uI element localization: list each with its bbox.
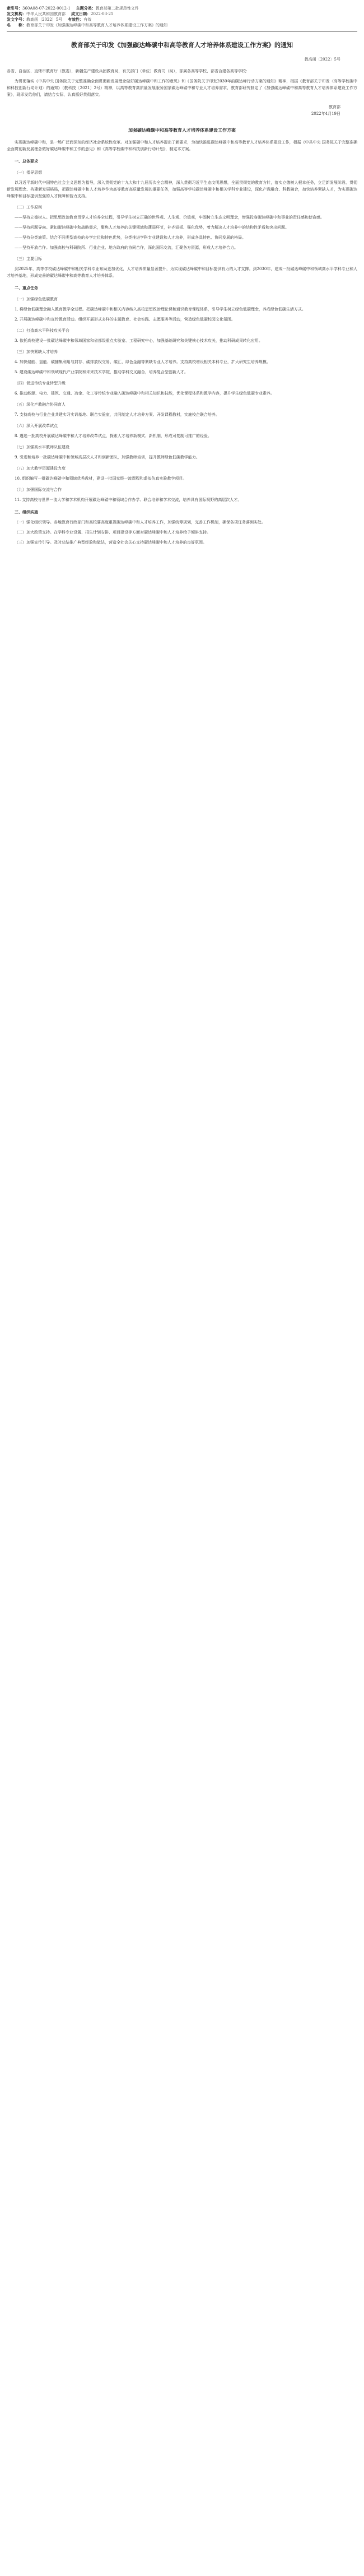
section-heading: 二、重点任务 [15,285,38,290]
subsection-heading: （二）打造高水平科技攻关平台 [15,328,69,333]
divider [7,31,357,32]
subsection-heading: （九）加强国际交流与合作 [15,488,62,492]
body-paragraph: 4. 加快储能、氢能、碳捕集利用与封存、碳排放权交易、碳汇、绿色金融等紧缺专业人才培养。支持高校增设相关本科专业，扩大研究生培养规模。 [15,360,270,364]
body-paragraph: （三）加强宣传引导。及时总结推广典型经验和做法，营造全社会关心支持碳达峰碳中和人才培养的良好氛围。 [15,540,207,545]
section-heading: 一、总体要求 [15,159,38,164]
sign-date: 2022年4月19日 [311,112,340,116]
subsection-heading: （五）深化产教融合协同育人 [15,402,66,407]
body-paragraph: 10. 组织编写一批碳达峰碳中和领域优秀教材，建设一批国家级一流课程和虚拟仿真实验教学项目。 [15,476,187,481]
subsection-heading: （八）加大教学资源建设力度 [15,466,66,471]
subsection-heading: （七）加强高水平教师队伍建设 [15,445,69,449]
meta-row [7,11,357,17]
body-paragraph: 6. 推动能源、电力、建筑、交通、冶金、化工等传统专业融入碳达峰碳中和相关知识和技能，优化课程体系和教学内容，提升学生绿色低碳专业素养。 [15,391,274,396]
body-paragraph: ——坚持开放合作。加强高校与科研院所、行业企业、地方政府的协同合作，深化国际交流，汇聚各方资源，形成人才培养合力。 [15,245,238,250]
body-paragraph: （一）强化组织领导。各地教育行政部门和高校要高度重视碳达峰碳中和人才培养工作，加强统筹规划，完善工作机制，确保各项任务落到实处。 [15,520,265,525]
meta-issuer: 发文机构：中华人民共和国教育部 [7,11,66,16]
body-paragraph: ——坚持问题导向。紧扣碳达峰碳中和战略需求，聚焦人才培养的关键领域和薄弱环节，补齐短板、强化优势，着力解决人才培养中的结构性矛盾和突出问题。 [15,225,289,230]
meta-validity: 有效性：有效 [68,17,92,22]
section-heading: 三、组织实施 [15,509,38,514]
intro-paragraph: 为贯彻落实《中共中央 国务院关于完整准确全面贯彻新发展理念做好碳达峰碳中和工作的意见》和《国务院关于印发2030年前碳达峰行动方案的通知》精神，根据《教育部关于印发〈高等学校碳中和科技创新行动计划〉的通知》（教科技〔2021〕2号）精神，以高等教育高质量发展服务国家碳达峰碳中和专业人才培养需求，教育部研究制定了《加强碳达峰碳中和高等教育人才培养体系建设工作方案》，现印发给你们，请结合实际，认真抓好贯彻落实。 [7,79,357,97]
meta-category: 主题分类：教育部第二批规范性文件 [76,6,139,11]
body-paragraph: 5. 建设碳达峰碳中和领域现代产业学院和未来技术学院，推动学科交叉融合，培养复合型创新人才。 [15,370,188,374]
subsection-heading: （六）深入开展改革试点 [15,424,58,428]
subsection-heading: （三）加快紧缺人才培养 [15,350,58,354]
meta-row [7,22,357,28]
sign-org: 教育部 [329,105,340,109]
body-paragraph: ——坚持立德树人。把思想政治教育贯穿人才培养全过程，引导学生树立正确的世界观、人生观、价值观，牢固树立生态文明理念，增强投身碳达峰碳中和事业的责任感和使命感。 [15,215,324,220]
attachment-body [7,139,357,546]
signature-block [7,104,340,117]
body-paragraph: 到2025年，高等学校碳达峰碳中和相关学科专业布局更加优化，人才培养质量显著提升，为实现碳达峰碳中和目标提供有力的人才支撑。到2030年，建成一批碳达峰碳中和领域高水平学科专业和人才培养基地，形成完善的碳达峰碳中和高等教育人才培养体系。 [7,267,357,278]
meta-index: 索引号：360A08-07-2022-0012-1 [7,6,71,11]
body-paragraph: ——坚持分类施策。结合不同类型高校的办学定位和特色优势，分类推进学科专业建设和人才培养，形成各具特色、协同发展的格局。 [15,235,246,240]
subsection-heading: （一）指导思想 [15,170,42,175]
body-paragraph: 以习近平新时代中国特色社会主义思想为指导，深入贯彻党的十九大和十九届历次全会精神，深入贯彻习近平生态文明思想，全面贯彻党的教育方针，落实立德树人根本任务，立足新发展阶段、贯彻新发展理念、构建新发展格局，把碳达峰碳中和人才培养作为高等教育高质量发展的重要任务，加强高等学校碳达峰碳中和相关学科专业建设，深化产教融合、科教融合，加快培养紧缺人才，为实现碳达峰碳中和目标提供坚强的人才保障和智力支持。 [7,180,357,198]
body-paragraph: 11. 支持高校与世界一流大学和学术机构开展碳达峰碳中和领域合作办学、联合培养和学术交流，培养具有国际视野的高层次人才。 [15,498,242,502]
subsection-heading: （四）促进传统专业转型升级 [15,381,66,386]
intro-paragraph: 各省、自治区、直辖市教育厅（教委），新疆生产建设兵团教育局，有关部门（单位）教育司（局），部属各高等学校、部省合建各高等学校： [7,69,250,73]
body-paragraph: 3. 依托高校建设一批碳达峰碳中和领域国家和省部级重点实验室、工程研究中心，加强基础研究和关键核心技术攻关，推动科研成果转化应用。 [15,338,263,343]
meta-name: 名 称：教育部关于印发《加强碳达峰碳中和高等教育人才培养体系建设工作方案》的通知 [7,22,167,27]
subsection-heading: （一）加强绿色低碳教育 [15,297,58,301]
document-page [0,0,364,546]
attachment-title: 加强碳达峰碳中和高等教育人才培养体系建设工作方案 [128,127,236,133]
body-paragraph: 9. 引进和培养一批碳达峰碳中和领域高层次人才和创新团队，加强教师培训，提升教师绿色低碳教学能力。 [15,455,200,459]
body-paragraph: 7. 支持高校与行业企业共建实习实训基地、联合实验室，共同制定人才培养方案、开发课程教材，实施校企联合培养。 [15,412,220,417]
body-paragraph: 8. 遴选一批高校开展碳达峰碳中和人才培养改革试点，探索人才培养新模式、新机制，形成可复制可推广的经验。 [15,434,212,438]
subsection-heading: （二）工作原则 [15,205,42,210]
metadata-block [7,6,357,28]
subsection-heading: （三）主要目标 [15,257,42,261]
meta-docno: 发文字号：教高函〔2022〕5号 [7,17,63,22]
preface-paragraph: 实现碳达峰碳中和，是一场广泛而深刻的经济社会系统性变革。对加强碳中和人才培养提出了新要求，为加快推进碳达峰碳中和高等教育人才培养体系建设工作，根据《中共中央 国务院关于完整准确全面贯彻新发展理念做好碳达峰碳中和工作的意见》和《高等学校碳中和科技创新行动计划》，制定本方案。 [7,140,357,151]
body-paragraph: 2. 开展碳达峰碳中和宣传教育活动。组织开展形式多样的主题教育、社会实践、志愿服务等活动，营造绿色低碳校园文化氛围。 [15,317,235,322]
notice-body [7,68,357,98]
meta-row [7,17,357,22]
meta-date: 成文日期：2022-03-21 [71,11,114,16]
doc-number: 教高函〔2022〕5号 [304,57,340,62]
meta-row [7,6,357,11]
body-paragraph: （二）加大政策支持。在学科专业设置、招生计划安排、项目建设等方面对碳达峰碳中和人才培养给予倾斜支持。 [15,530,211,535]
page-title: 教育部关于印发《加强碳达峰碳中和高等教育人才培养体系建设工作方案》的通知 [71,41,293,49]
body-paragraph: 1. 将绿色低碳理念融入教育教学全过程。把碳达峰碳中和相关内容纳入高校思想政治理论课和通识教育课程体系，引导学生树立绿色低碳理念，养成绿色低碳生活方式。 [15,307,306,312]
